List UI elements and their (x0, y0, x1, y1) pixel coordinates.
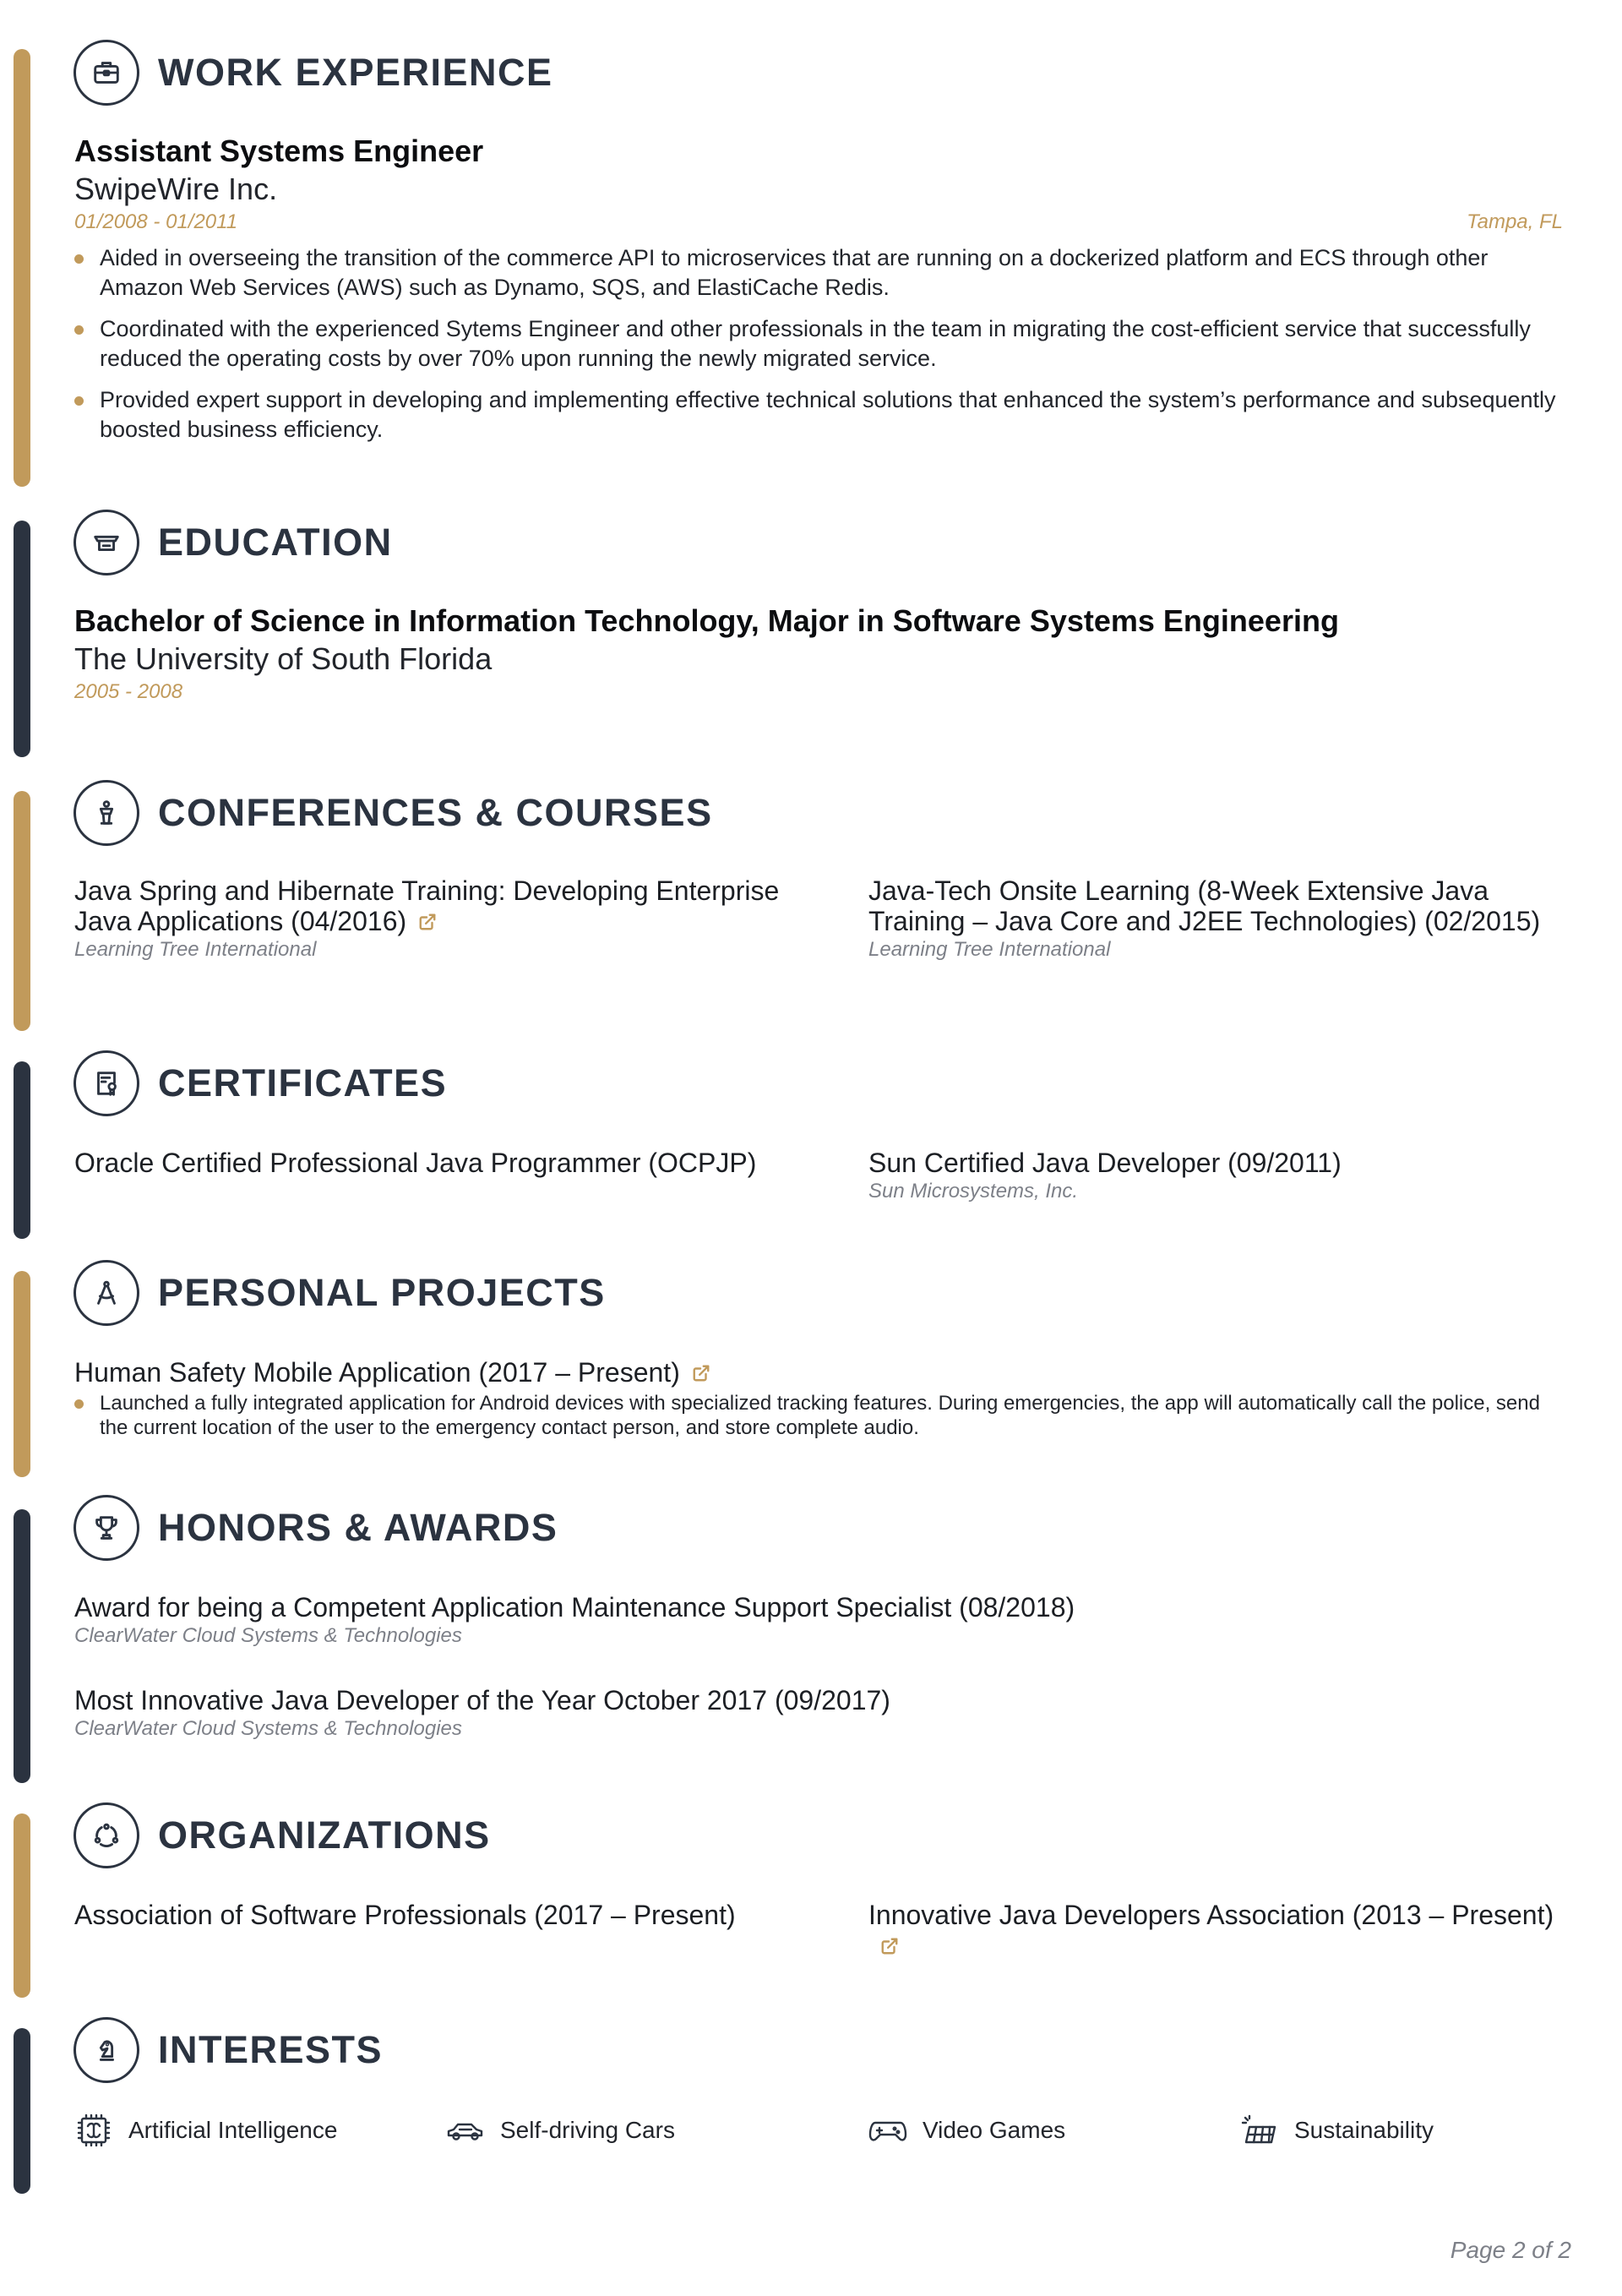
gamepad-icon (868, 2114, 907, 2146)
conference-name (74, 875, 818, 936)
education-entry (74, 602, 1563, 706)
section-title: CONFERENCES & COURSES (158, 791, 713, 834)
section-organizations (0, 1800, 1622, 1998)
honors-list (74, 1592, 1563, 1742)
chess-knight-icon (73, 2017, 139, 2083)
interest-item (446, 2114, 868, 2146)
section-header (73, 2015, 383, 2086)
section-bar (14, 1509, 30, 1783)
section-header (73, 507, 393, 578)
conference-name: Java-Tech Onsite Learning (8-Week Extensive Java Training – Java Core and J2EE Technologies) (02/2015) (868, 875, 1541, 936)
award-name: Award for being a Competent Application Maintenance Support Specialist (08/2018) (74, 1592, 1075, 1622)
company-name: SwipeWire Inc. (74, 172, 278, 206)
conferences-list (74, 875, 1563, 963)
certificate-name: Sun Certified Java Developer (09/2011) (868, 1148, 1342, 1178)
trophy-icon (73, 1495, 139, 1561)
job-meta (74, 208, 1563, 237)
certificate-org: Sun Microsystems, Inc. (868, 1180, 1079, 1203)
section-bar (14, 2028, 30, 2194)
certificate-name: Oracle Certified Professional Java Programmer (OCPJP) (74, 1148, 757, 1178)
external-link-icon[interactable] (692, 1358, 710, 1377)
section-bar (14, 1061, 30, 1239)
certificates-list (74, 1148, 1563, 1205)
section-title: ORGANIZATIONS (158, 1813, 491, 1857)
section-title: PERSONAL PROJECTS (158, 1271, 606, 1314)
project-name (74, 1357, 1563, 1388)
job-bullet: Aided in overseeing the transition of the commerce API to microservices that are running on a dockerized platform and ECS through other Amazon Web Services (AWS) such as Dynamo, SQS, and ElastiCache Redis. (74, 243, 1563, 303)
section-bar (14, 1813, 30, 1998)
podium-icon (73, 780, 139, 846)
section-bar (14, 1271, 30, 1477)
organization-item (74, 1900, 868, 1961)
section-bar (14, 521, 30, 757)
section-title: INTERESTS (158, 2028, 384, 2071)
section-personal-projects (0, 1257, 1622, 1477)
school-name: The University of South Florida (74, 641, 493, 676)
section-title: CERTIFICATES (158, 1061, 448, 1104)
interest-item (1240, 2114, 1434, 2146)
section-title: HONORS & AWARDS (158, 1506, 558, 1549)
conference-org: Learning Tree International (74, 938, 317, 961)
section-honors (0, 1492, 1622, 1783)
organization-name-text: Innovative Java Developers Association (2013 – Present) (868, 1900, 1554, 1930)
interest-label: Video Games (923, 2117, 1066, 2143)
degree-title: Bachelor of Science in Information Technology, Major in Software Systems Engineering (74, 603, 1339, 638)
section-work-experience (0, 37, 1622, 487)
project-name-text: Human Safety Mobile Application (2017 – Present) (74, 1357, 680, 1388)
section-bar (14, 49, 30, 487)
section-interests (0, 2015, 1622, 2194)
interest-label: Artificial Intelligence (128, 2117, 338, 2143)
section-conferences (0, 777, 1622, 1031)
certificate-icon (73, 1050, 139, 1116)
certificate-item (868, 1148, 1563, 1205)
section-header (73, 777, 713, 848)
job-title: Assistant Systems Engineer (74, 134, 484, 168)
conference-name-text: Java Spring and Hibernate Training: Developing Enterprise Java Applications (04/2016) (74, 875, 780, 936)
interest-item (74, 2114, 446, 2146)
job-bullet: Coordinated with the experienced Sytems Engineer and other professionals in the team in migrating the cost-efficient service that successfully reduced the operating costs by over 70% upon running the newly migrated service. (74, 314, 1563, 374)
compass-icon (73, 1260, 139, 1326)
section-title: WORK EXPERIENCE (158, 51, 553, 94)
section-header (73, 1048, 447, 1119)
section-header (73, 1800, 491, 1871)
organization-name: Association of Software Professionals (2017 – Present) (74, 1900, 736, 1930)
organizations-list (74, 1900, 1563, 1961)
organization-name (868, 1900, 1563, 1961)
solar-panel-icon (1240, 2114, 1279, 2146)
education-dates (74, 678, 1563, 706)
award-item (74, 1685, 1563, 1742)
briefcase-icon (73, 40, 139, 106)
job-location: Tampa, FL (1467, 210, 1563, 233)
section-title: EDUCATION (158, 521, 393, 564)
interests-list (74, 2114, 1563, 2146)
interest-item (868, 2114, 1240, 2146)
project-bullets (74, 1391, 1563, 1440)
car-icon (446, 2114, 485, 2146)
job-bullets (74, 243, 1563, 444)
organization-item (868, 1900, 1563, 1961)
award-name: Most Innovative Java Developer of the Year October 2017 (09/2017) (74, 1685, 890, 1715)
award-org: ClearWater Cloud Systems & Technologies (74, 1624, 462, 1647)
project-entry (74, 1357, 1563, 1452)
interest-label: Self-driving Cars (500, 2117, 675, 2143)
job-bullet: Provided expert support in developing and implementing effective technical solutions that enhanced the system’s performance and subsequently boosted business efficiency. (74, 385, 1563, 444)
conference-item (74, 875, 868, 963)
award-org: ClearWater Cloud Systems & Technologies (74, 1717, 462, 1740)
education-dates-text: 2005 - 2008 (74, 680, 183, 703)
section-certificates (0, 1048, 1622, 1239)
section-education (0, 507, 1622, 757)
page-number: Page 2 of 2 (1450, 2237, 1571, 2263)
section-header (73, 1257, 606, 1328)
work-entry (74, 132, 1563, 456)
conference-item (868, 875, 1563, 963)
graduation-cap-icon (73, 510, 139, 575)
interest-label: Sustainability (1294, 2117, 1434, 2143)
external-link-icon[interactable] (418, 907, 437, 925)
section-header (73, 1492, 558, 1563)
award-item (74, 1592, 1563, 1650)
conference-org: Learning Tree International (868, 938, 1111, 961)
job-dates: 01/2008 - 01/2011 (74, 210, 238, 233)
network-icon (73, 1802, 139, 1868)
project-bullet: Launched a fully integrated application for Android devices with specialized tracking features. During emergencies, the app will automatically call the police, send the current location of the user to the emergency contact person, and store complete audio. (74, 1391, 1563, 1440)
external-link-icon[interactable] (880, 1931, 899, 1950)
ai-chip-icon (74, 2114, 113, 2146)
certificate-item (74, 1148, 868, 1205)
section-bar (14, 791, 30, 1031)
section-header (73, 37, 553, 108)
